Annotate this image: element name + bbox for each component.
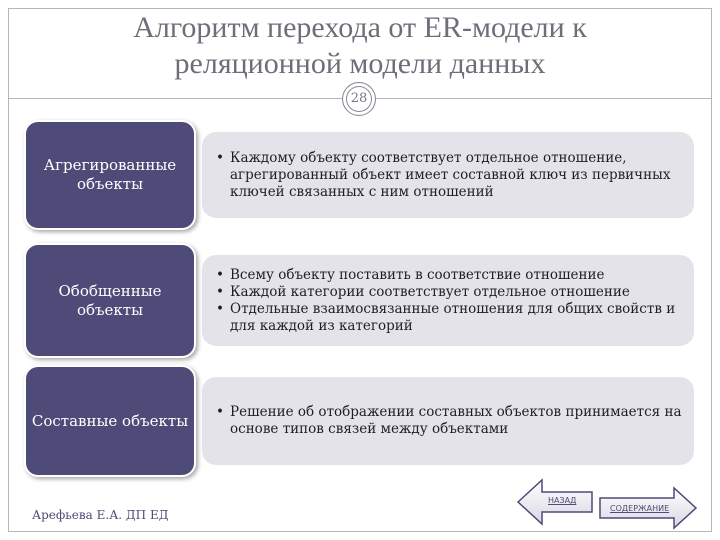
contents-button[interactable] bbox=[598, 486, 698, 530]
row-label-box bbox=[24, 120, 196, 230]
bullet-list bbox=[216, 243, 684, 358]
row-label: Обобщенные объекты bbox=[58, 281, 162, 319]
row-aggregated bbox=[24, 120, 694, 230]
title-line-1: Алгоритм перехода от ER-модели к bbox=[133, 11, 587, 44]
bullet-list bbox=[216, 120, 684, 230]
author-caption: Арефьева Е.А. ДП ЕД bbox=[32, 508, 169, 522]
bullet-item: • Каждой категории соответствует отдельное отношение bbox=[216, 284, 684, 301]
back-label: НАЗАД bbox=[548, 496, 577, 505]
bullet-list bbox=[216, 365, 684, 477]
back-button[interactable] bbox=[516, 478, 596, 526]
row-label: Агрегированные объекты bbox=[43, 156, 177, 193]
contents-label: СОДЕРЖАНИЕ bbox=[610, 504, 670, 513]
bullet-item: • Решение об отображении составных объектов принимается на основе типов связей между объектами bbox=[216, 404, 684, 438]
row-composite bbox=[24, 365, 694, 477]
row-generalized bbox=[24, 243, 694, 358]
title-line-2: реляционной модели данных bbox=[174, 47, 546, 80]
slide-title bbox=[40, 10, 680, 82]
bullet-item: • Всему объекту поставить в соответствие отношение bbox=[216, 267, 684, 284]
bullet-item: • Отдельные взаимосвязанные отношения для общих свойств и для каждой из категорий bbox=[216, 301, 684, 335]
row-label-box bbox=[24, 365, 196, 477]
page-number-badge: 28 bbox=[342, 82, 376, 116]
bullet-item: • Каждому объекту соответствует отдельное отношение, агрегированный объект имеет составной ключ из первичных ключей связанных с ним отношений bbox=[216, 150, 684, 201]
row-label-box bbox=[24, 243, 196, 358]
row-label: Составные объекты bbox=[31, 411, 189, 430]
